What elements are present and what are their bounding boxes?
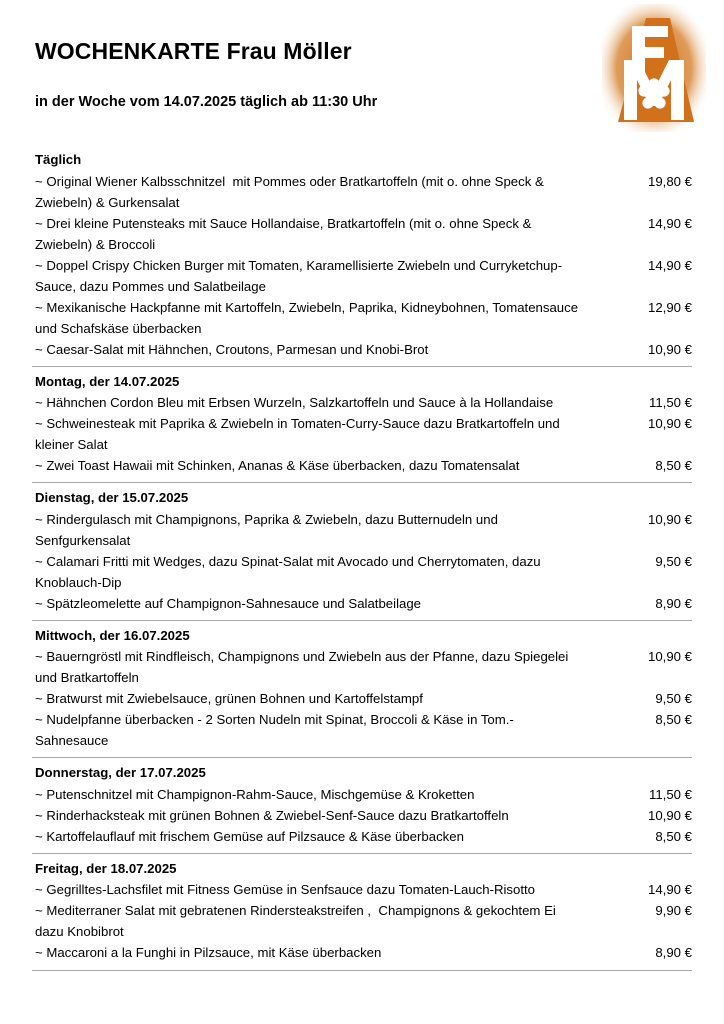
menu-item-name: ~ Doppel Crispy Chicken Burger mit Tomaten, Karamellisierte Zwiebeln und Curryketchup-Sauce, dazu Pommes und Salatbeilage <box>35 257 563 294</box>
menu-item-price: 11,50 € <box>648 395 692 410</box>
menu-item <box>32 509 692 551</box>
menu-item-name: ~ Bauerngröstl mit Rindfleisch, Champignons und Zwiebeln aus der Pfanne, dazu Spiegelei und Bratkartoffeln <box>35 649 572 685</box>
menu-item-name: ~ Spätzleomelette auf Champignon-Sahnesauce und Salatbeilage <box>35 595 422 611</box>
menu-item <box>32 171 692 213</box>
menu-item-name: ~ Mediterraner Salat mit gebratenen Rindersteakstreifen , Champignons & gekochtem Ei dazu Knobibrot <box>35 903 560 939</box>
menu-item <box>32 900 692 942</box>
menu-sections <box>32 152 692 971</box>
menu-item-price: 19,80 € <box>648 173 692 189</box>
menu-item-name: ~ Rindergulasch mit Champignons, Paprika & Zwiebeln, dazu Butternudeln und Senfgurkensalat <box>35 511 502 548</box>
menu-item-price: 14,90 € <box>648 257 692 273</box>
menu-item-name: ~ Hähnchen Cordon Bleu mit Erbsen Wurzeln, Salzkartoffeln und Sauce à la Hollandaise <box>35 395 554 410</box>
menu-section <box>32 482 692 614</box>
menu-subtitle: in der Woche vom 14.07.2025 täglich ab 11:30 Uhr <box>35 94 378 111</box>
menu-item-name: ~ Zwei Toast Hawaii mit Schinken, Ananas & Käse überbacken, dazu Tomatensalat <box>35 458 520 473</box>
menu-section <box>32 853 692 964</box>
menu-item <box>32 784 692 805</box>
section-heading: Montag, der 14.07.2025 <box>35 373 180 389</box>
menu-item-list <box>32 646 692 751</box>
menu-section <box>32 757 692 847</box>
menu-bottom-divider <box>32 970 692 971</box>
menu-section <box>32 152 692 360</box>
menu-item-name: ~ Gegrilltes-Lachsfilet mit Fitness Gemüse in Senfsauce dazu Tomaten-Lauch-Risotto <box>35 882 536 897</box>
section-heading: Dienstag, der 15.07.2025 <box>35 490 189 505</box>
menu-item-price: 8,90 € <box>655 595 692 611</box>
menu-item-list <box>32 392 692 476</box>
menu-item <box>32 413 692 455</box>
menu-item-price: 8,50 € <box>655 458 692 473</box>
menu-item <box>32 709 692 751</box>
menu-item <box>32 339 692 360</box>
menu-item <box>32 942 692 963</box>
menu-item-price: 10,90 € <box>648 807 692 823</box>
menu-item <box>32 392 692 413</box>
menu-item-name: ~ Putenschnitzel mit Champignon-Rahm-Sauce, Mischgemüse & Kroketten <box>35 786 475 802</box>
menu-item-price: 9,50 € <box>655 691 692 706</box>
section-heading: Mittwoch, der 16.07.2025 <box>35 627 190 643</box>
menu-item <box>32 593 692 614</box>
menu-item-price: 9,90 € <box>655 903 692 918</box>
menu-item-price: 10,90 € <box>648 341 692 357</box>
menu-item <box>32 551 692 593</box>
page-title: WOCHENKARTE Frau Möller <box>35 38 352 64</box>
menu-item <box>32 646 692 688</box>
menu-item-price: 10,90 € <box>648 416 692 431</box>
section-heading: Täglich <box>35 152 82 167</box>
menu-item <box>32 805 692 826</box>
restaurant-logo <box>602 4 706 132</box>
menu-item-price: 8,90 € <box>655 945 692 960</box>
menu-item-price: 8,50 € <box>655 828 692 844</box>
menu-item-name: ~ Mexikanische Hackpfanne mit Kartoffeln, Zwiebeln, Paprika, Kidneybohnen, Tomatensauce und Schafskäse überbacken <box>35 299 582 336</box>
menu-item-list <box>32 171 692 360</box>
menu-item-name: ~ Calamari Fritti mit Wedges, dazu Spinat-Salat mit Avocado und Cherrytomaten, dazu Knoblauch-Dip <box>35 553 545 590</box>
menu-item-name: ~ Original Wiener Kalbsschnitzel mit Pommes oder Bratkartoffeln (mit o. ohne Speck & Zwiebeln) & Gurkensalat <box>35 173 548 210</box>
menu-item-price: 14,90 € <box>648 215 692 231</box>
menu-item-list <box>32 879 692 963</box>
menu-item-name: ~ Caesar-Salat mit Hähnchen, Croutons, Parmesan und Knobi-Brot <box>35 341 429 357</box>
menu-item-price: 11,50 € <box>648 786 692 802</box>
menu-item-price: 10,90 € <box>648 649 692 664</box>
menu-item-name: ~ Bratwurst mit Zwiebelsauce, grünen Bohnen und Kartoffelstampf <box>35 691 423 706</box>
menu-item-price: 8,50 € <box>655 712 692 727</box>
menu-item-list <box>32 784 692 847</box>
frau-moeller-fm-logo-icon <box>602 4 706 132</box>
menu-item <box>32 455 692 476</box>
menu-item-price: 12,90 € <box>648 299 692 315</box>
menu-item-name: ~ Rinderhacksteak mit grünen Bohnen & Zwiebel-Senf-Sauce dazu Bratkartoffeln <box>35 807 509 823</box>
menu-item-name: ~ Drei kleine Putensteaks mit Sauce Hollandaise, Bratkartoffeln (mit o. ohne Speck & Zwiebeln) & Broccoli <box>35 215 536 252</box>
menu-item <box>32 688 692 709</box>
menu-item <box>32 826 692 847</box>
menu-item <box>32 213 692 255</box>
menu-item <box>32 255 692 297</box>
menu-section <box>32 366 692 477</box>
menu-header <box>35 38 595 110</box>
menu-item-name: ~ Kartoffelauflauf mit frischem Gemüse auf Pilzsauce & Käse überbacken <box>35 828 464 844</box>
section-heading: Freitag, der 18.07.2025 <box>35 860 177 876</box>
menu-item-list <box>32 509 692 614</box>
menu-item-name: ~ Maccaroni a la Funghi in Pilzsauce, mit Käse überbacken <box>35 945 382 960</box>
menu-item-price: 14,90 € <box>648 882 692 897</box>
section-heading: Donnerstag, der 17.07.2025 <box>35 765 206 780</box>
menu-item-name: ~ Schweinesteak mit Paprika & Zwiebeln in Tomaten-Curry-Sauce dazu Bratkartoffeln und kleiner Salat <box>35 416 564 452</box>
menu-item-price: 10,90 € <box>648 511 692 527</box>
menu-item <box>32 297 692 339</box>
menu-section <box>32 620 692 752</box>
menu-item-price: 9,50 € <box>655 553 692 569</box>
menu-item <box>32 879 692 900</box>
menu-item-name: ~ Nudelpfanne überbacken - 2 Sorten Nudeln mit Spinat, Broccoli & Käse in Tom.-Sahnesauce <box>35 712 514 748</box>
